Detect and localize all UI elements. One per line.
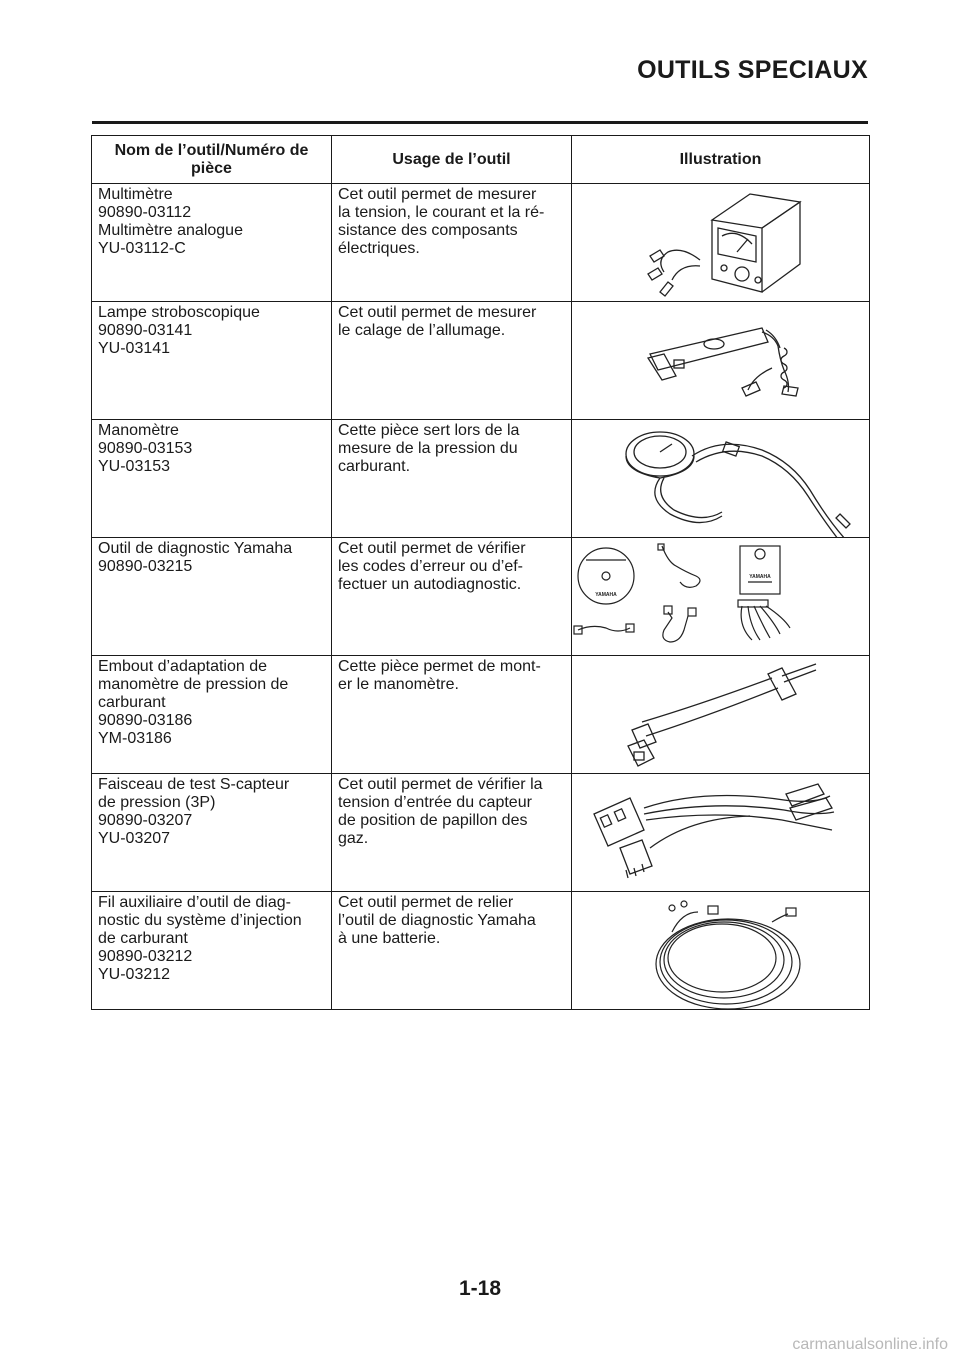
name-line: 90890-03112 [98, 204, 192, 221]
tool-name-cell [92, 302, 332, 420]
usage-line: Cet outil permet de relier [338, 894, 514, 911]
name-line: 90890-03212 [98, 948, 193, 965]
gauge-adapter-illustration [572, 656, 868, 773]
name-line: Lampe stroboscopique [98, 304, 260, 321]
column-header-usage: Usage de l’outil [332, 136, 572, 184]
name-line: Multimètre analogue [98, 222, 243, 239]
name-line: YU-03141 [98, 340, 171, 357]
name-line: Multimètre [98, 186, 173, 203]
tool-usage-cell [332, 774, 572, 892]
usage-line: mesure de la pression du [338, 440, 518, 457]
usage-line: de position de papillon des [338, 812, 528, 829]
usage-line: Cet outil permet de vérifier [338, 540, 526, 557]
timing-light-illustration [572, 302, 868, 419]
name-line: YU-03212 [98, 966, 171, 983]
title-rule [92, 121, 868, 124]
usage-line: les codes d’erreur ou d’ef- [338, 558, 523, 575]
svg-text:YAMAHA: YAMAHA [749, 574, 771, 580]
tool-name-cell [92, 892, 332, 1010]
usage-line: Cet outil permet de mesurer [338, 186, 537, 203]
table-row [92, 184, 870, 302]
name-line: YU-03207 [98, 830, 171, 847]
usage-line: fectuer un autodiagnostic. [338, 576, 522, 593]
test-harness-illustration [572, 774, 868, 891]
name-line: manomètre de pression de [98, 676, 289, 693]
tool-illustration-cell [572, 892, 870, 1010]
usage-line: électriques. [338, 240, 420, 257]
svg-text:YAMAHA: YAMAHA [595, 592, 617, 598]
tool-illustration-cell [572, 774, 870, 892]
name-line: Manomètre [98, 422, 179, 439]
tool-name-cell [92, 774, 332, 892]
name-line: YU-03153 [98, 458, 171, 475]
usage-line: le calage de l’allumage. [338, 322, 506, 339]
tool-name-cell [92, 420, 332, 538]
tool-usage-cell [332, 184, 572, 302]
table-row [92, 538, 870, 656]
special-tools-table [91, 135, 870, 1010]
table-header-row [92, 136, 870, 184]
name-line: carburant [98, 694, 166, 711]
table-row [92, 302, 870, 420]
table-row [92, 774, 870, 892]
name-line: 90890-03153 [98, 440, 193, 457]
auxiliary-lead-illustration [572, 892, 868, 1009]
name-line: Outil de diagnostic Yamaha [98, 540, 293, 557]
usage-line: Cet outil permet de mesurer [338, 304, 537, 321]
usage-line: carburant. [338, 458, 411, 475]
name-line: Fil auxiliaire d’outil de diag- [98, 894, 291, 911]
tool-usage-cell [332, 420, 572, 538]
usage-line: gaz. [338, 830, 369, 847]
usage-line: sistance des composants [338, 222, 518, 239]
tool-illustration-cell [572, 302, 870, 420]
usage-line: tension d’entrée du capteur [338, 794, 532, 811]
tool-name-cell [92, 538, 332, 656]
name-line: Faisceau de test S-capteur [98, 776, 290, 793]
name-line: nostic du système d’injection [98, 912, 302, 929]
tool-name-cell [92, 656, 332, 774]
tool-illustration-cell [572, 420, 870, 538]
name-line: YU-03112-C [98, 240, 186, 257]
table-row [92, 656, 870, 774]
usage-line: Cette pièce permet de mont- [338, 658, 541, 675]
multimeter-illustration [572, 184, 868, 301]
usage-line: Cette pièce sert lors de la [338, 422, 520, 439]
tool-usage-cell [332, 892, 572, 1010]
name-line: Embout d’adaptation de [98, 658, 268, 675]
name-line: YM-03186 [98, 730, 172, 747]
tool-usage-cell [332, 656, 572, 774]
name-line: 90890-03215 [98, 558, 193, 575]
name-line: 90890-03207 [98, 812, 193, 829]
tool-illustration-cell [572, 538, 870, 656]
table-row [92, 892, 870, 1010]
column-header-illustration: Illustration [572, 136, 870, 184]
name-line: de carburant [98, 930, 188, 947]
usage-line: à une batterie. [338, 930, 441, 947]
watermark: carmanualsonline.info [792, 1336, 948, 1353]
tool-illustration-cell [572, 656, 870, 774]
tool-illustration-cell [572, 184, 870, 302]
table-row [92, 420, 870, 538]
usage-line: l’outil de diagnostic Yamaha [338, 912, 536, 929]
usage-line: la tension, le courant et la ré- [338, 204, 545, 221]
tool-name-cell [92, 184, 332, 302]
tool-usage-cell [332, 302, 572, 420]
name-line: de pression (3P) [98, 794, 216, 811]
diagnostic-tool-illustration [572, 538, 868, 655]
page-title: OUTILS SPECIAUX [637, 56, 868, 84]
usage-line: Cet outil permet de vérifier la [338, 776, 543, 793]
usage-line: er le manomètre. [338, 676, 459, 693]
column-header-name: Nom de l’outil/Numéro de pièce [92, 136, 332, 184]
tool-usage-cell [332, 538, 572, 656]
name-line: 90890-03186 [98, 712, 193, 729]
pressure-gauge-illustration [572, 420, 868, 537]
name-line: 90890-03141 [98, 322, 193, 339]
page-number: 1-18 [458, 1277, 502, 1300]
